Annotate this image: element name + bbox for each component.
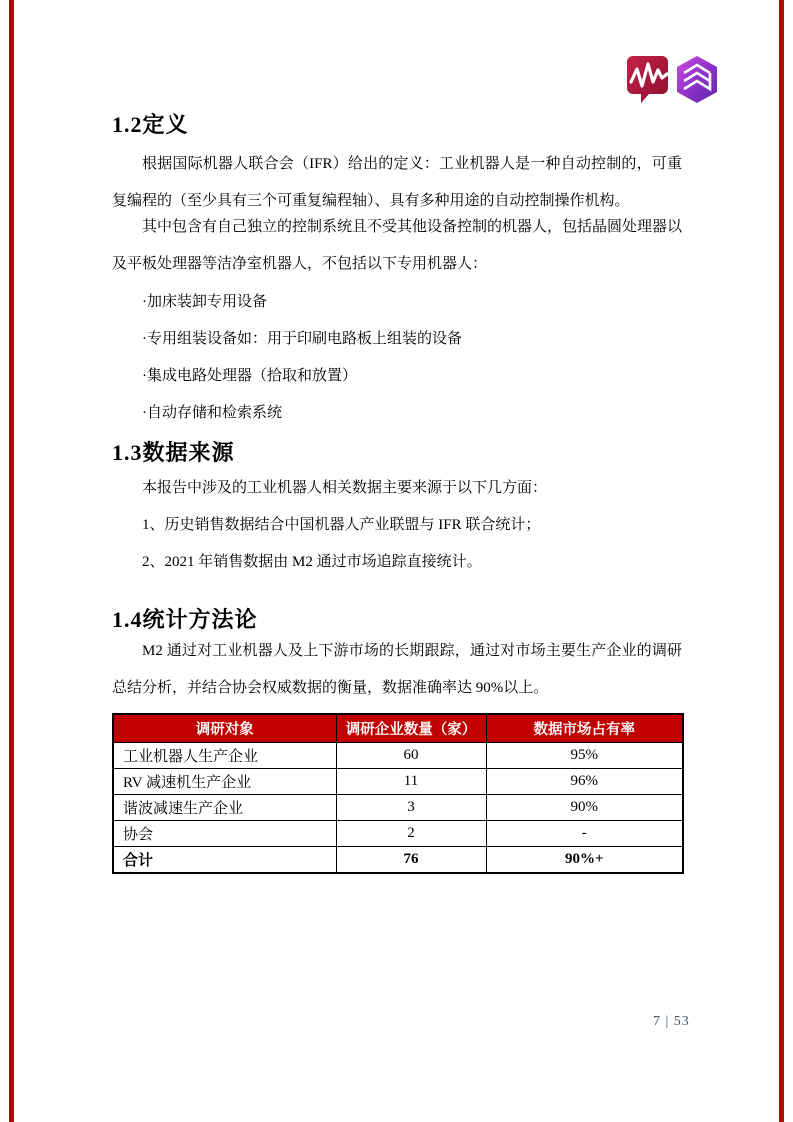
survey-statistics-table — [112, 713, 684, 874]
excluded-robot-item: ·加床装卸专用设备 — [142, 294, 267, 310]
table-row — [113, 769, 683, 795]
cell-object: RV 减速机生产企业 — [113, 769, 336, 795]
section-heading-1-3: 1.3数据来源 — [112, 440, 235, 465]
col-header-survey-object: 调研对象 — [113, 714, 336, 743]
col-header-market-share: 数据市场占有率 — [486, 714, 683, 743]
cell-share: 90% — [486, 795, 683, 821]
definition-paragraph-2: 其中包含有自己独立的控制系统且不受其他设备控制的机器人，包括晶圆处理器以及平板处理器等洁净室机器人，不包括以下专用机器人： — [112, 219, 683, 272]
data-source-item-1: 1、历史销售数据结合中国机器人产业联盟与 IFR 联合统计； — [142, 517, 541, 533]
table-total-row — [113, 847, 683, 874]
cell-total-label: 合计 — [113, 847, 336, 874]
excluded-robot-item: ·集成电路处理器（拾取和放置） — [142, 368, 357, 384]
methodology-paragraph: M2 通过对工业机器人及上下游市场的长期跟踪，通过对市场主要生产企业的调研总结分析，并结合协会权威数据的衡量，数据准确率达 90%以上。 — [112, 643, 682, 696]
section-heading-1-4: 1.4统计方法论 — [112, 607, 258, 632]
right-accent-rail — [779, 0, 784, 1122]
cell-share: 96% — [486, 769, 683, 795]
cell-count: 3 — [336, 795, 486, 821]
left-accent-rail — [9, 0, 14, 1122]
cell-object: 谐波减速生产企业 — [113, 795, 336, 821]
page-number: 7 | 53 — [653, 1014, 690, 1029]
cell-count: 2 — [336, 821, 486, 847]
report-logo — [626, 55, 719, 104]
purple-cube-icon — [675, 55, 719, 104]
cell-total-count: 76 — [336, 847, 486, 874]
cell-share: 95% — [486, 743, 683, 769]
cell-count: 60 — [336, 743, 486, 769]
data-source-intro: 本报告中涉及的工业机器人相关数据主要来源于以下几方面： — [142, 480, 548, 496]
cell-total-share: 90%+ — [486, 847, 683, 874]
cell-object: 协会 — [113, 821, 336, 847]
waveform-speech-bubble-icon — [626, 55, 669, 104]
cell-count: 11 — [336, 769, 486, 795]
data-source-item-2: 2、2021 年销售数据由 M2 通过市场追踪直接统计。 — [142, 554, 482, 570]
table-row — [113, 743, 683, 769]
table-row — [113, 795, 683, 821]
excluded-robot-item: ·专用组装设备如：用于印刷电路板上组装的设备 — [142, 331, 462, 347]
col-header-company-count: 调研企业数量（家） — [336, 714, 486, 743]
table-header-row — [113, 714, 683, 743]
table-row — [113, 821, 683, 847]
cell-share: - — [486, 821, 683, 847]
section-heading-1-2: 1.2定义 — [112, 112, 189, 137]
excluded-robot-item: ·自动存储和检索系统 — [142, 405, 282, 421]
cell-object: 工业机器人生产企业 — [113, 743, 336, 769]
definition-paragraph-1: 根据国际机器人联合会（IFR）给出的定义：工业机器人是一种自动控制的，可重复编程的（至少具有三个可重复编程轴）、具有多种用途的自动控制操作机构。 — [112, 156, 682, 209]
